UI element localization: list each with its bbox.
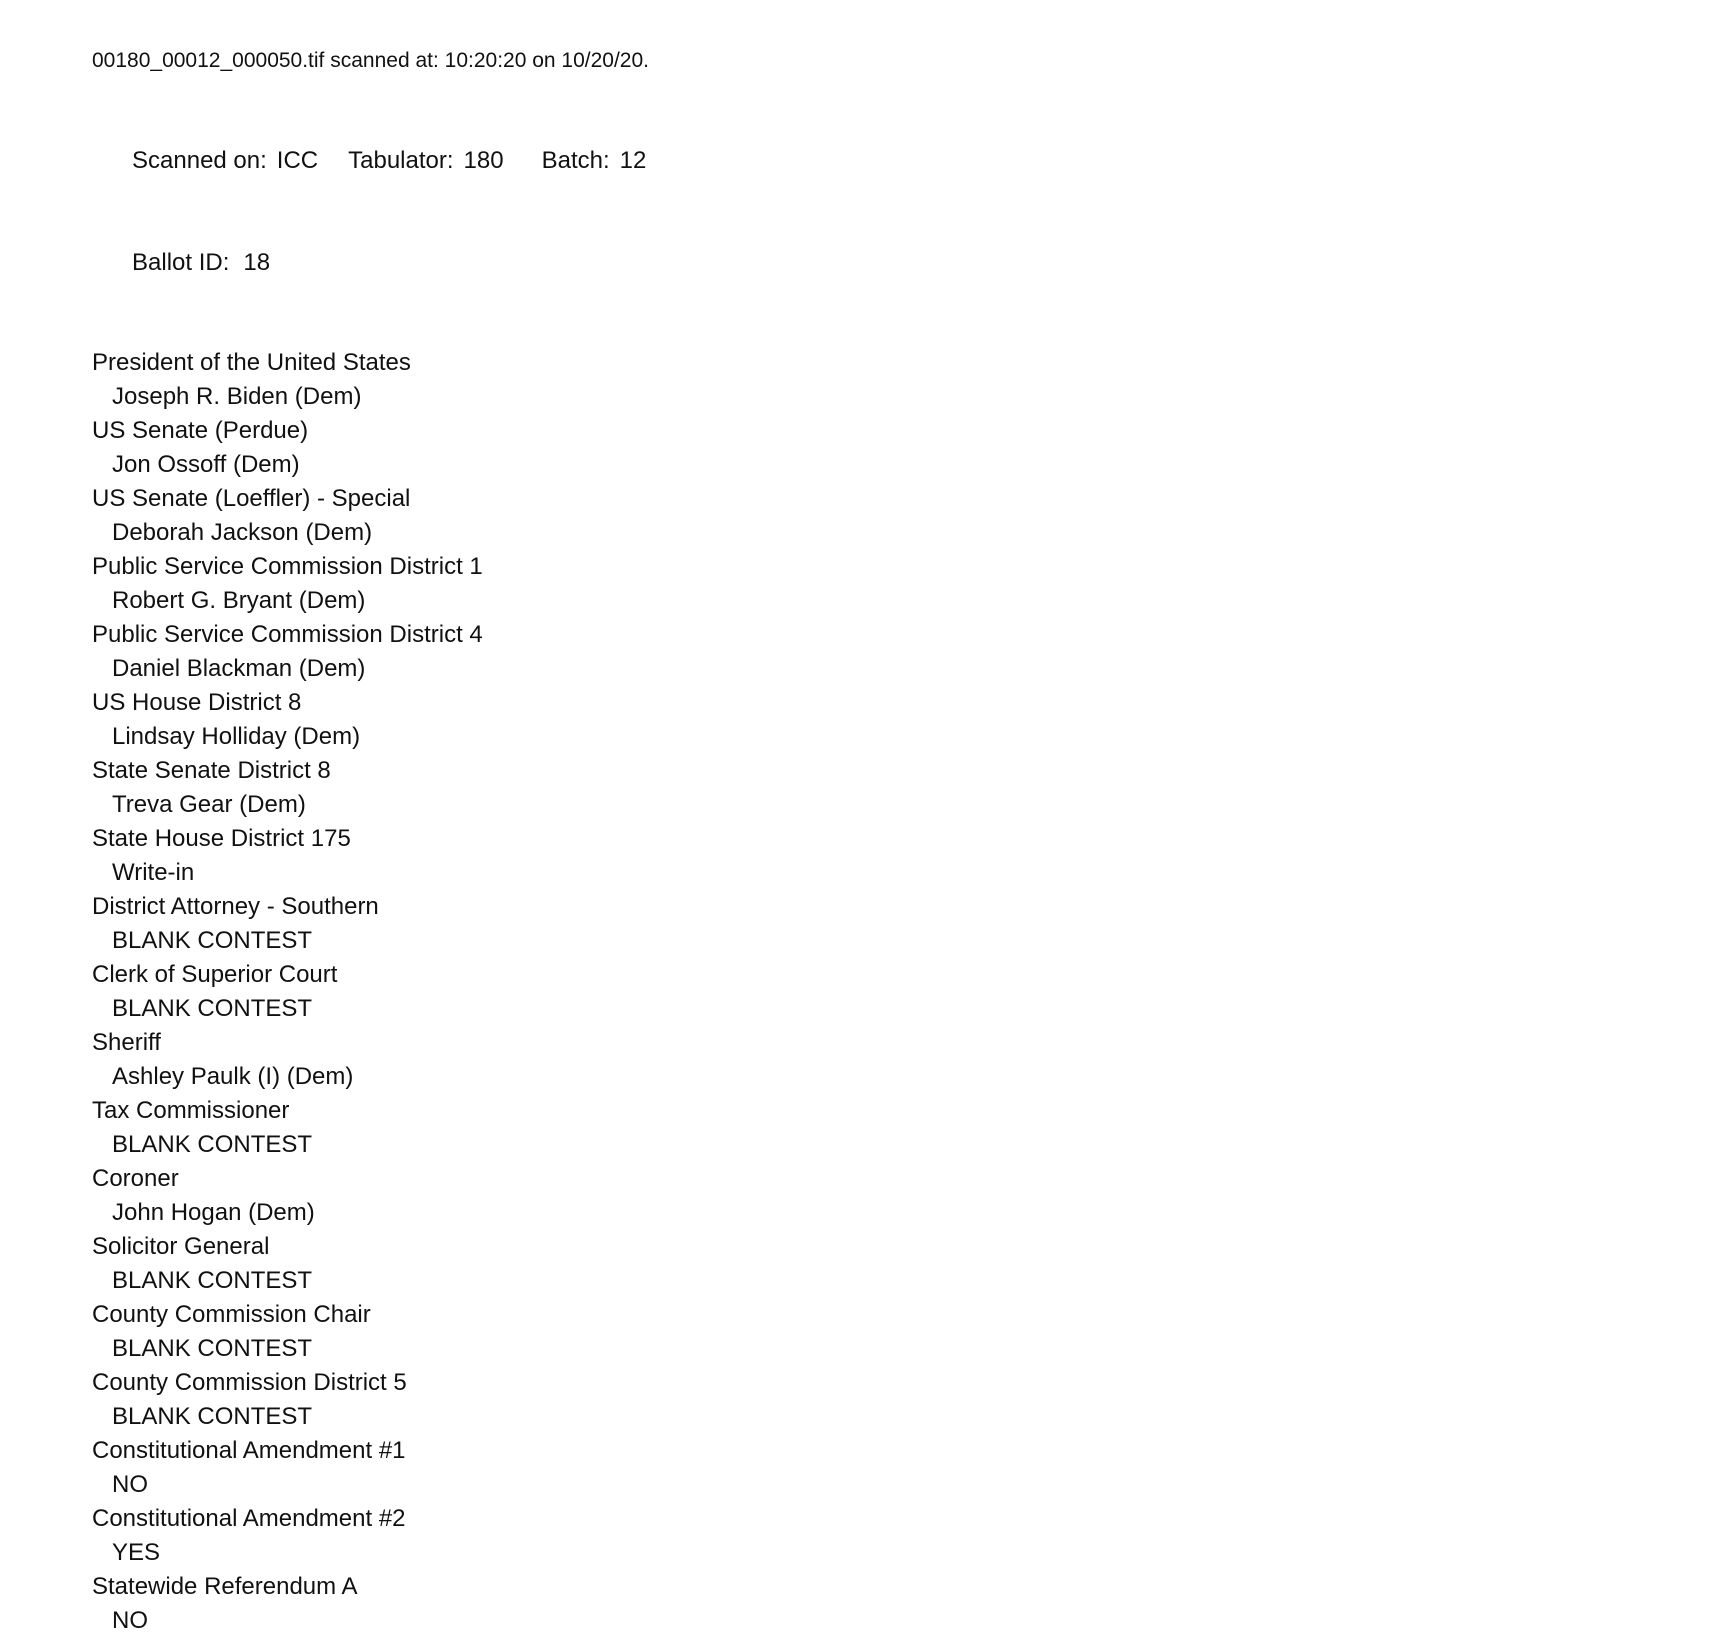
- contest-selection: BLANK CONTEST: [112, 1131, 313, 1158]
- contest-selection: BLANK CONTEST: [112, 1403, 313, 1430]
- scanner-info-line: [92, 110, 1649, 212]
- contest-name: State House District 175: [92, 825, 351, 852]
- tabulator-label: Tabulator:: [348, 147, 454, 174]
- contest-name: Statewide Referendum A: [92, 1573, 358, 1600]
- contest-selection: NO: [112, 1607, 148, 1634]
- scan-file-header: 00180_00012_000050.tif scanned at: 10:20:20 on 10/20/20.: [92, 49, 649, 72]
- contest-selection: Treva Gear (Dem): [112, 791, 306, 818]
- contest-entry: [92, 822, 1649, 890]
- contest-name: Public Service Commission District 4: [92, 621, 483, 648]
- contest-entry: [92, 1434, 1649, 1502]
- contest-selection: Daniel Blackman (Dem): [112, 655, 366, 682]
- contest-name: Tax Commissioner: [92, 1097, 290, 1124]
- contest-name: Sheriff: [92, 1029, 161, 1056]
- contest-selection: Lindsay Holliday (Dem): [112, 723, 361, 750]
- ballot-id-value: 18: [243, 249, 271, 276]
- contest-entry: [92, 1094, 1649, 1162]
- scanned-on-field: [132, 147, 318, 174]
- contest-entry: [92, 1502, 1649, 1570]
- contest-entry: [92, 1570, 1649, 1638]
- contest-entry: [92, 754, 1649, 822]
- contest-entry: [92, 414, 1649, 482]
- contest-selection: Joseph R. Biden (Dem): [112, 383, 362, 410]
- contest-selection: Deborah Jackson (Dem): [112, 519, 373, 546]
- contest-entry: [92, 1230, 1649, 1298]
- contest-entry: [92, 346, 1649, 414]
- tabulator-field: [348, 147, 503, 174]
- contest-selection: NO: [112, 1471, 148, 1498]
- contest-entry: [92, 550, 1649, 618]
- contest-selection: BLANK CONTEST: [112, 995, 313, 1022]
- ballot-scan-report-page: [92, 48, 1649, 1638]
- contest-selection: John Hogan (Dem): [112, 1199, 315, 1226]
- contest-results-list: [92, 346, 1649, 1638]
- contest-selection: YES: [112, 1539, 161, 1566]
- contest-name: Solicitor General: [92, 1233, 270, 1260]
- contest-selection: Jon Ossoff (Dem): [112, 451, 300, 478]
- contest-entry: [92, 1366, 1649, 1434]
- contest-name: State Senate District 8: [92, 757, 331, 784]
- contest-name: District Attorney - Southern: [92, 893, 379, 920]
- contest-name: Constitutional Amendment #1: [92, 1437, 406, 1464]
- scanned-on-value: ICC: [276, 147, 319, 174]
- contest-entry: [92, 686, 1649, 754]
- contest-entry: [92, 958, 1649, 1026]
- scanned-on-label: Scanned on:: [132, 147, 267, 174]
- ballot-id-label: Ballot ID:: [132, 249, 230, 276]
- contest-name: Clerk of Superior Court: [92, 961, 338, 988]
- contest-entry: [92, 890, 1649, 958]
- batch-field: [542, 147, 647, 174]
- contest-entry: [92, 1298, 1649, 1366]
- contest-selection: Ashley Paulk (I) (Dem): [112, 1063, 354, 1090]
- batch-value: 12: [619, 147, 647, 174]
- contest-name: US Senate (Loeffler) - Special: [92, 485, 411, 512]
- contest-name: Public Service Commission District 1: [92, 553, 483, 580]
- contest-entry: [92, 482, 1649, 550]
- tabulator-value: 180: [463, 147, 504, 174]
- contest-entry: [92, 618, 1649, 686]
- ballot-id-line: [92, 212, 1649, 314]
- contest-name: US Senate (Perdue): [92, 417, 309, 444]
- contest-selection: BLANK CONTEST: [112, 927, 313, 954]
- contest-entry: [92, 1026, 1649, 1094]
- contest-selection: Write-in: [112, 859, 195, 886]
- contest-name: President of the United States: [92, 349, 411, 376]
- batch-label: Batch:: [541, 147, 610, 174]
- contest-selection: Robert G. Bryant (Dem): [112, 587, 366, 614]
- contest-name: County Commission Chair: [92, 1301, 371, 1328]
- contest-selection: BLANK CONTEST: [112, 1267, 313, 1294]
- contest-name: Constitutional Amendment #2: [92, 1505, 406, 1532]
- contest-entry: [92, 1162, 1649, 1230]
- contest-selection: BLANK CONTEST: [112, 1335, 313, 1362]
- ballot-id-field: [132, 249, 270, 276]
- contest-name: Coroner: [92, 1165, 179, 1192]
- contest-name: US House District 8: [92, 689, 302, 716]
- scan-metadata-block: [92, 110, 1649, 314]
- contest-name: County Commission District 5: [92, 1369, 407, 1396]
